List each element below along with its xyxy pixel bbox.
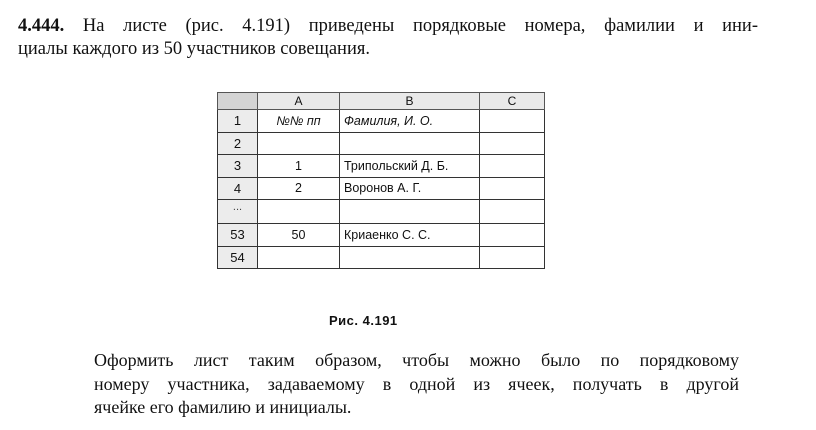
- table-row: [218, 110, 545, 133]
- row-header: 54: [218, 246, 258, 269]
- cell-c53: [480, 224, 545, 247]
- row-header: 4: [218, 177, 258, 200]
- cell-c4: [480, 177, 545, 200]
- table-row: [218, 246, 545, 269]
- cell-b1: Фамилия, И. О.: [340, 110, 480, 133]
- cell-c3: [480, 155, 545, 178]
- problem-statement: [18, 15, 758, 61]
- cell-b53: Криаенко С. С.: [340, 224, 480, 247]
- cell-c1: [480, 110, 545, 133]
- problem-line-1: [18, 15, 758, 38]
- column-header-b: B: [340, 93, 480, 110]
- column-header-c: C: [480, 93, 545, 110]
- cell-a-ellipsis: [258, 200, 340, 224]
- task-line-1: Оформить лист таким образом, чтобы можно было по порядковому: [94, 350, 739, 370]
- cell-c54: [480, 246, 545, 269]
- table-row-ellipsis: [218, 200, 545, 224]
- row-header: 1: [218, 110, 258, 133]
- cell-a4: 2: [258, 177, 340, 200]
- problem-intro-line2: циалы каждого из 50 участников совещания.: [18, 39, 370, 59]
- task-line-2: номеру участника, задаваемому в одной из ячеек, получать в другой: [94, 373, 739, 394]
- column-header-a: A: [258, 93, 340, 110]
- row-header-ellipsis: ...: [218, 200, 258, 224]
- table-row: [218, 155, 545, 178]
- table-row: [218, 224, 545, 247]
- cell-b54: [340, 246, 480, 269]
- cell-c2: [480, 132, 545, 155]
- table-row: [218, 132, 545, 155]
- table-row: [218, 177, 545, 200]
- cell-a1: №№ пп: [258, 110, 340, 133]
- cell-c-ellipsis: [480, 200, 545, 224]
- figure-caption: Рис. 4.191: [329, 313, 398, 328]
- cell-a54: [258, 246, 340, 269]
- corner-cell: [218, 93, 258, 110]
- cell-b3: Трипольский Д. Б.: [340, 155, 480, 178]
- cell-a3: 1: [258, 155, 340, 178]
- cell-b-ellipsis: [340, 200, 480, 224]
- cell-a2: [258, 132, 340, 155]
- cell-a53: 50: [258, 224, 340, 247]
- spreadsheet-figure: [217, 92, 545, 269]
- column-header-row: [218, 93, 545, 110]
- problem-number: 4.444.: [18, 16, 65, 36]
- problem-intro-line1: На листе (рис. 4.191) приведены порядковые номера, фамилии и ини-: [82, 16, 758, 36]
- row-header: 2: [218, 132, 258, 155]
- row-header: 3: [218, 155, 258, 178]
- row-header: 53: [218, 224, 258, 247]
- task-line-3: ячейке его фамилию и инициалы.: [94, 397, 352, 417]
- cell-b4: Воронов А. Г.: [340, 177, 480, 200]
- cell-b2: [340, 132, 480, 155]
- task-statement: [94, 349, 739, 420]
